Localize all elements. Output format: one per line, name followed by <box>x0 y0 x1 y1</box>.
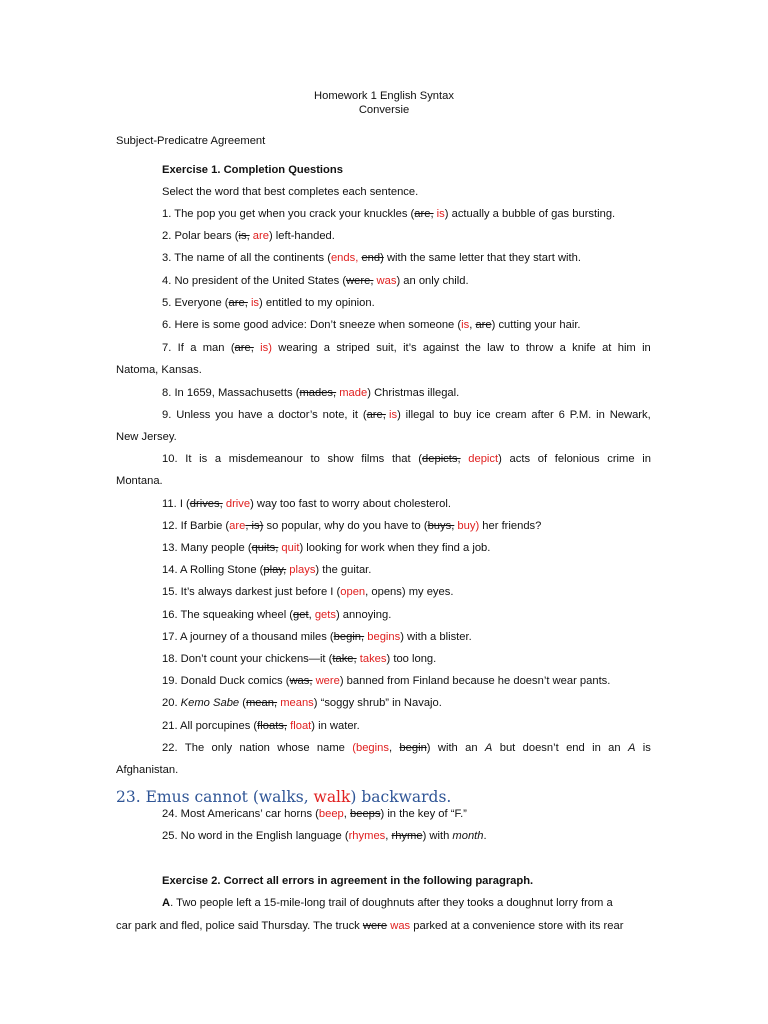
sentence-12: 12. If Barbie (are, is) so popular, why do you have to (buys, buy) her friends? <box>162 520 542 532</box>
exercise-2-title: Exercise 2. Correct all errors in agreement in the following paragraph. <box>162 875 534 887</box>
sentence-22: 22. The only nation whose name (begins, begin) with an A but doesn’t end in an A is <box>162 742 651 754</box>
sentence-2: 2. Polar bears (is, are) left-handed. <box>162 230 335 242</box>
sentence-14: 14. A Rolling Stone (play, plays) the guitar. <box>162 564 372 576</box>
sentence-13: 13. Many people (quits, quit) looking for work when they find a job. <box>162 542 491 554</box>
exercise-1-title: Exercise 1. Completion Questions <box>162 164 343 176</box>
exercise-2-paragraph-line-1: A. Two people left a 15-mile-long trail of doughnuts after they tooks a doughnut lorry from a <box>162 897 613 909</box>
sentence-7: 7. If a man (are, is) wearing a striped suit, it’s against the law to throw a knife at him in <box>162 342 651 354</box>
sentence-15: 15. It’s always darkest just before I (open, opens) my eyes. <box>162 586 454 598</box>
sentence-3: 3. The name of all the continents (ends, end) with the same letter that they start with. <box>162 252 581 264</box>
sentence-18: 18. Don’t count your chickens—it (take, takes) too long. <box>162 653 437 665</box>
sentence-19: 19. Donald Duck comics (was, were) banned from Finland because he doesn’t wear pants. <box>162 675 611 687</box>
document-author: Conversie <box>358 104 410 116</box>
document-title: Homework 1 English Syntax <box>314 90 454 102</box>
exercise-1-instruction: Select the word that best completes each sentence. <box>162 186 419 198</box>
section-heading: Subject-Predicatre Agreement <box>116 135 266 147</box>
sentence-16: 16. The squeaking wheel (get, gets) annoying. <box>162 609 392 621</box>
sentence-6: 6. Here is some good advice: Don’t sneeze when someone (is, are) cutting your hair. <box>162 319 581 331</box>
sentence-24: 24. Most Americans’ car horns (beep, beeps) in the key of “F.” <box>162 808 467 820</box>
sentence-4: 4. No president of the United States (were, was) an only child. <box>162 275 469 287</box>
sentence-5: 5. Everyone (are, is) entitled to my opinion. <box>162 297 375 309</box>
exercise-2-paragraph-line-2: car park and fled, police said Thursday. The truck were was parked at a convenience store with its rear <box>116 920 624 932</box>
sentence-8: 8. In 1659, Massachusetts (mades, made) Christmas illegal. <box>162 387 460 399</box>
sentence-25: 25. No word in the English language (rhymes, rhyme) with month. <box>162 830 487 842</box>
sentence-22-continuation: Afghanistan. <box>116 764 179 776</box>
sentence-20: 20. Kemo Sabe (mean, means) “soggy shrub” in Navajo. <box>162 697 442 709</box>
sentence-23: 23. Emus cannot (walks, walk) backwards. <box>116 788 452 806</box>
sentence-10: 10. It is a misdemeanour to show films that (depicts, depict) acts of felonious crime in <box>162 453 651 465</box>
sentence-11: 11. I (drives, drive) way too fast to worry about cholesterol. <box>162 498 451 510</box>
sentence-10-continuation: Montana. <box>116 475 163 487</box>
sentence-17: 17. A journey of a thousand miles (begin, begins) with a blister. <box>162 631 472 643</box>
sentence-1: 1. The pop you get when you crack your knuckles (are, is) actually a bubble of gas bursting. <box>162 208 616 220</box>
sentence-7-continuation: Natoma, Kansas. <box>116 364 202 376</box>
sentence-9: 9. Unless you have a doctor’s note, it (are, is) illegal to buy ice cream after 6 P.M. in Newark, <box>162 409 651 421</box>
sentence-21: 21. All porcupines (floats, float) in water. <box>162 720 360 732</box>
sentence-9-continuation: New Jersey. <box>116 431 177 443</box>
